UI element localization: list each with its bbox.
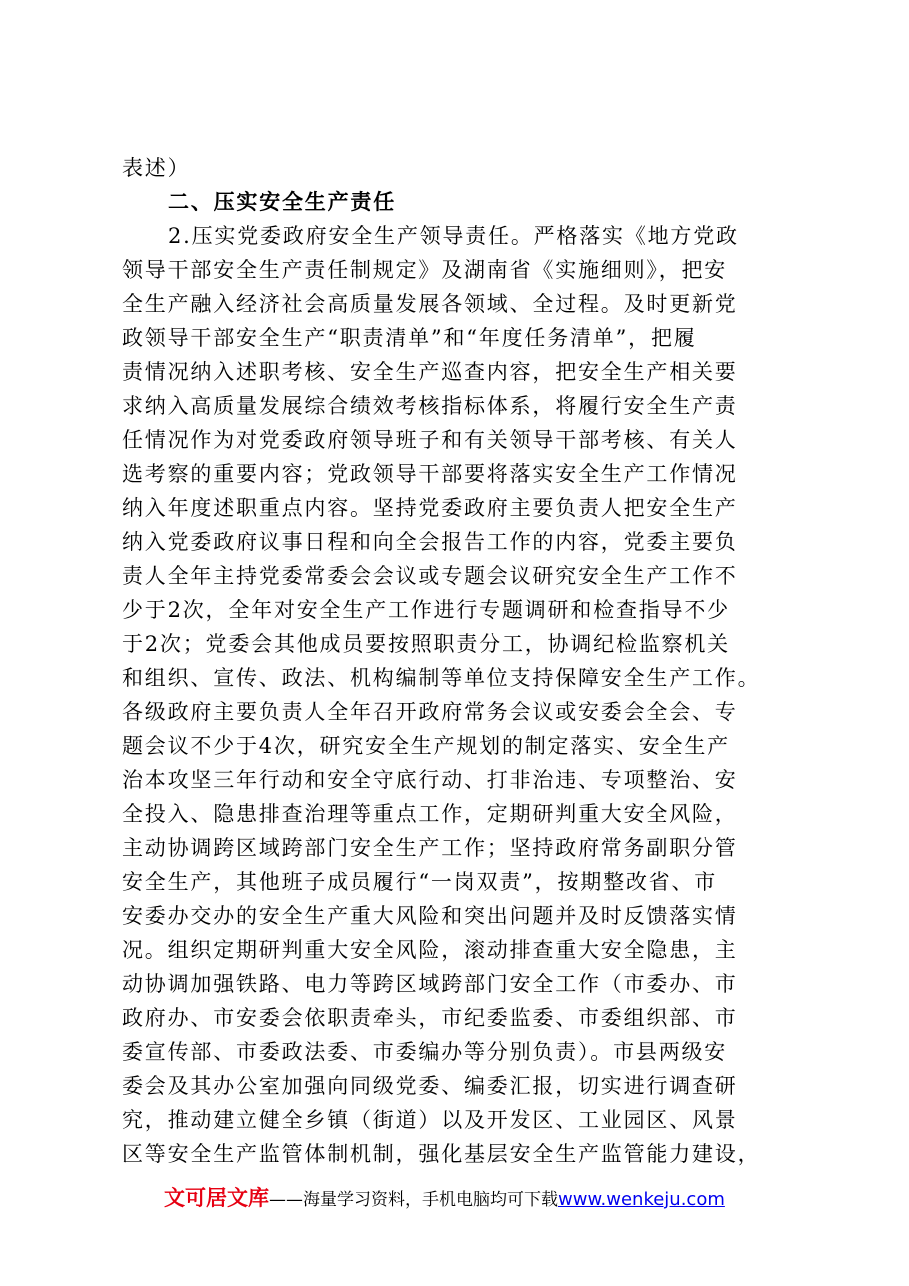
document-body bbox=[122, 151, 822, 1171]
text-line: 选考察的重要内容；党政领导干部要将落实安全生产工作情况 bbox=[122, 462, 738, 486]
text-line: 于2次；党委会其他成员要按照职责分工，协调纪检监察机关 bbox=[122, 632, 730, 656]
text-line: 少于2次，全年对安全生产工作进行专题调研和检查指导不少 bbox=[122, 598, 730, 622]
text-line: 主动协调跨区域跨部门安全生产工作；坚持政府常务副职分管 bbox=[122, 836, 738, 860]
text-line: 委宣传部、市委政法委、市委编办等分别负责）。市县两级安 bbox=[122, 1040, 728, 1064]
text-line: 全投入、隐患排查治理等重点工作，定期研判重大安全风险， bbox=[122, 802, 738, 826]
footer-website-link[interactable]: www.wenkeju.com bbox=[558, 1189, 725, 1210]
footer-brand: 文可居文库 bbox=[164, 1186, 269, 1210]
footer-tagline: ——海量学习资料，手机电脑均可下载 bbox=[269, 1190, 558, 1210]
text-line: 纳入年度述职重点内容。坚持党委政府主要负责人把安全生产 bbox=[122, 496, 738, 520]
text-line: 治本攻坚三年行动和安全守底行动、打非治违、专项整治、安 bbox=[122, 768, 738, 792]
text-line: 求纳入高质量发展综合绩效考核指标体系，将履行安全生产责 bbox=[122, 394, 738, 418]
text-line: 责人全年主持党委常委会会议或专题会议研究安全生产工作不 bbox=[122, 564, 738, 588]
text-line: 委会及其办公室加强向同级党委、编委汇报，切实进行调查研 bbox=[122, 1074, 738, 1098]
text-line: 责情况纳入述职考核、安全生产巡查内容，把安全生产相关要 bbox=[122, 360, 738, 384]
text-line: 况。组织定期研判重大安全风险，滚动排查重大安全隐患，主 bbox=[122, 938, 738, 962]
text-line: 政领导干部安全生产“职责清单”和“年度任务清单”，把履 bbox=[122, 326, 697, 350]
text-line: 究，推动建立健全乡镇（街道）以及开发区、工业园区、风景 bbox=[122, 1108, 738, 1132]
text-line: 纳入党委政府议事日程和向全会报告工作的内容，党委主要负 bbox=[122, 530, 738, 554]
text-line: 动协调加强铁路、电力等跨区域跨部门安全工作（市委办、市 bbox=[122, 972, 738, 996]
text-line: 全生产融入经济社会高质量发展各领域、全过程。及时更新党 bbox=[122, 292, 738, 316]
text-line: 和组织、宣传、政法、机构编制等单位支持保障安全生产工作。 bbox=[122, 666, 761, 690]
text-line: 各级政府主要负责人全年召开政府常务会议或安委会全会、专 bbox=[122, 700, 738, 724]
text-line: 政府办、市安委会依职责牵头，市纪委监委、市委组织部、市 bbox=[122, 1006, 738, 1030]
text-line: 安全生产，其他班子成员履行“一岗双责”，按期整改省、市 bbox=[122, 870, 718, 894]
footer-banner bbox=[164, 1183, 725, 1213]
text-line: 区等安全生产监管体制机制，强化基层安全生产监管能力建设， bbox=[122, 1142, 761, 1166]
paragraph-first-line: 2.压实党委政府安全生产领导责任。严格落实《地方党政 bbox=[168, 224, 739, 248]
section-heading: 二、压实安全生产责任 bbox=[168, 190, 396, 214]
text-line: 表述） bbox=[122, 156, 191, 180]
text-line: 任情况作为对党委政府领导班子和有关领导干部考核、有关人 bbox=[122, 428, 738, 452]
text-line: 题会议不少于4次，研究安全生产规划的制定落实、安全生产 bbox=[122, 734, 730, 758]
text-line: 安委办交办的安全生产重大风险和突出问题并及时反馈落实情 bbox=[122, 904, 738, 928]
text-line: 领导干部安全生产责任制规定》及湖南省《实施细则》，把安 bbox=[122, 258, 728, 282]
